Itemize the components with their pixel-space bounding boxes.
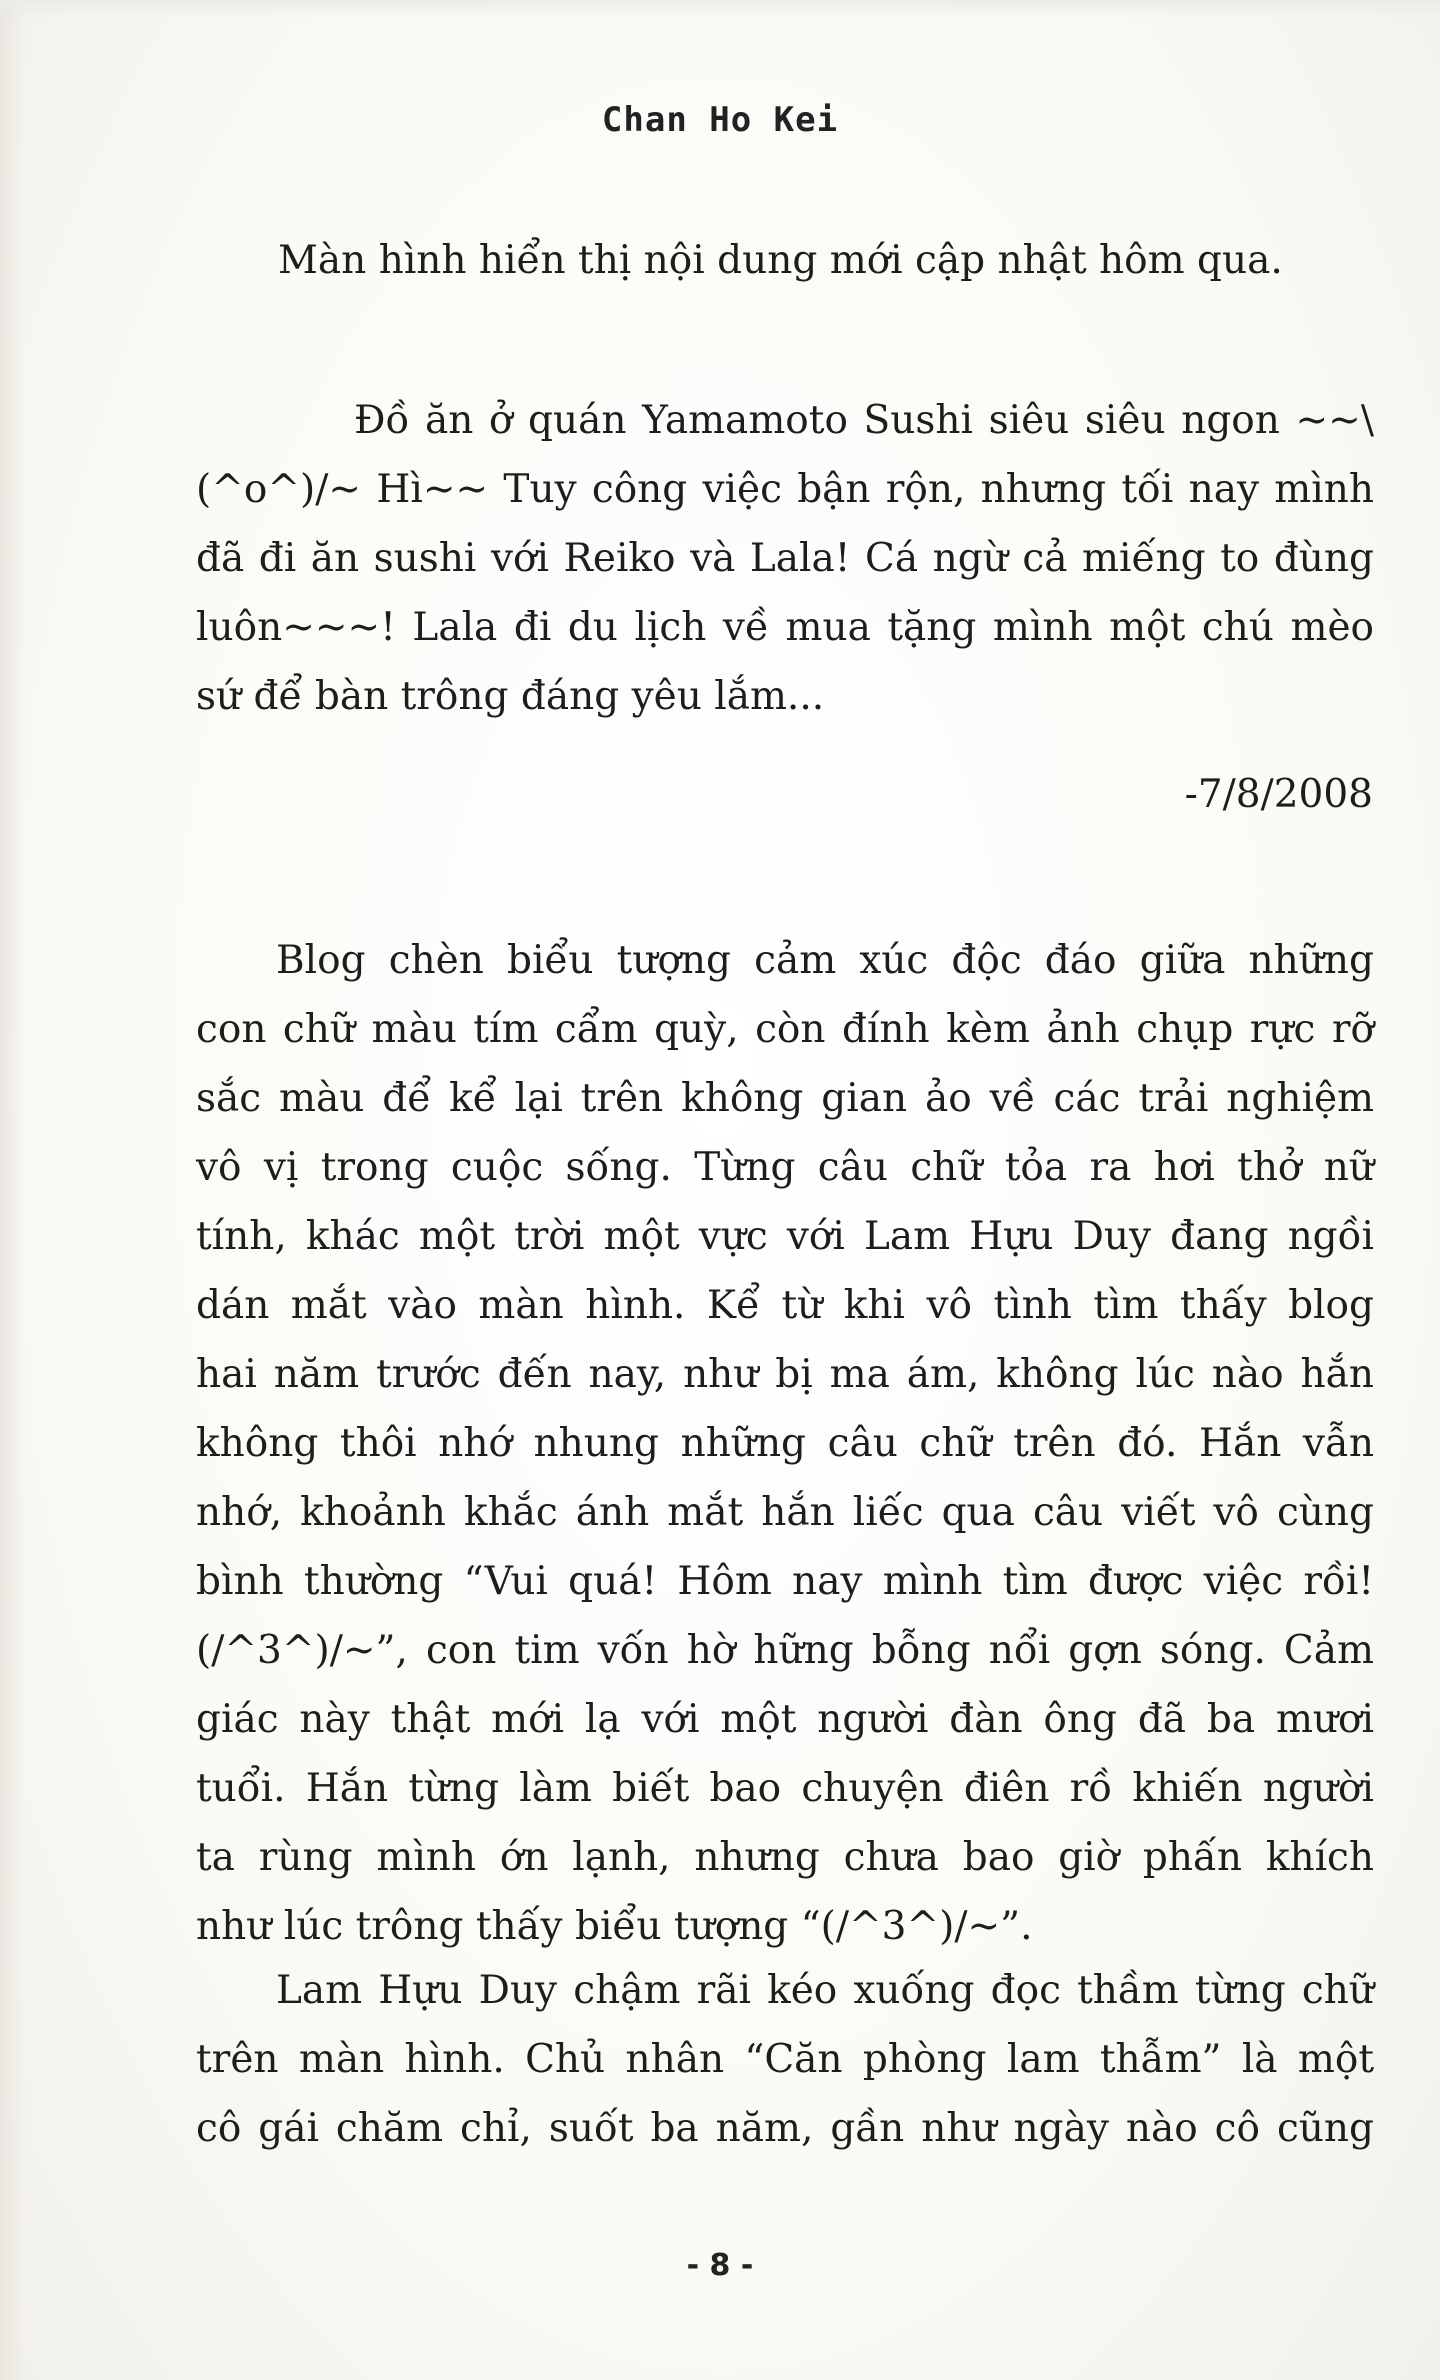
blog-post-date: -7/8/2008 bbox=[1184, 772, 1373, 817]
text-line: dán mắt vào màn hình. Kể từ khi vô tình tìm thấy blog bbox=[196, 1283, 1374, 1328]
running-header-author: Chan Ho Kei bbox=[601, 100, 839, 140]
text-line: trên màn hình. Chủ nhân “Căn phòng lam thẫm” là một bbox=[196, 2037, 1374, 2082]
text-line: giác này thật mới lạ với một người đàn ông đã ba mươi bbox=[196, 1697, 1374, 1742]
page-top-shadow bbox=[0, 0, 1440, 18]
text-line: nhớ, khoảnh khắc ánh mắt hắn liếc qua câu viết vô cùng bbox=[196, 1490, 1374, 1535]
blog-post-quote bbox=[196, 386, 1374, 731]
text-line: (/^3^)/~”, con tim vốn hờ hững bỗng nổi gợn sóng. Cảm bbox=[196, 1628, 1374, 1673]
text-line: Blog chèn biểu tượng cảm xúc độc đáo giữa những bbox=[276, 938, 1374, 983]
text-line: sứ để bàn trông đáng yêu lắm... bbox=[196, 674, 825, 719]
text-line: như lúc trông thấy biểu tượng “(/^3^)/~”. bbox=[196, 1904, 1033, 1949]
body-paragraph-1 bbox=[196, 926, 1374, 1961]
body-paragraph-2 bbox=[196, 1956, 1374, 2163]
text-line: sắc màu để kể lại trên không gian ảo về các trải nghiệm bbox=[196, 1076, 1374, 1121]
text-line: cô gái chăm chỉ, suốt ba năm, gần như ngày nào cô cũng bbox=[196, 2106, 1374, 2151]
text-line: (^o^)/~ Hì~~ Tuy công việc bận rộn, nhưng tối nay mình bbox=[196, 467, 1374, 512]
text-line: Màn hình hiển thị nội dung mới cập nhật hôm qua. bbox=[278, 238, 1283, 283]
text-line: Lam Hựu Duy chậm rãi kéo xuống đọc thầm từng chữ bbox=[276, 1968, 1374, 2013]
text-line: tính, khác một trời một vực với Lam Hựu Duy đang ngồi bbox=[196, 1214, 1374, 1259]
text-line: ta rùng mình ớn lạnh, nhưng chưa bao giờ phấn khích bbox=[196, 1835, 1374, 1880]
text-line: đã đi ăn sushi với Reiko và Lala! Cá ngừ cả miếng to đùng bbox=[196, 536, 1374, 581]
page-edge-shadow bbox=[0, 0, 26, 2380]
text-line: vô vị trong cuộc sống. Từng câu chữ tỏa ra hơi thở nữ bbox=[196, 1145, 1374, 1190]
text-line: hai năm trước đến nay, như bị ma ám, không lúc nào hắn bbox=[196, 1352, 1374, 1397]
page-number: - 8 - bbox=[686, 2248, 754, 2283]
text-line: con chữ màu tím cẩm quỳ, còn đính kèm ảnh chụp rực rỡ bbox=[196, 1007, 1374, 1052]
intro-paragraph bbox=[278, 226, 1283, 295]
text-line: bình thường “Vui quá! Hôm nay mình tìm được việc rồi! bbox=[196, 1559, 1374, 1604]
text-line: Đồ ăn ở quán Yamamoto Sushi siêu siêu ngon ~~\ bbox=[354, 398, 1374, 443]
text-line: tuổi. Hắn từng làm biết bao chuyện điên rồ khiến người bbox=[196, 1766, 1374, 1811]
text-line: không thôi nhớ nhung những câu chữ trên đó. Hắn vẫn bbox=[196, 1421, 1374, 1466]
text-line: luôn~~~! Lala đi du lịch về mua tặng mình một chú mèo bbox=[196, 605, 1374, 650]
